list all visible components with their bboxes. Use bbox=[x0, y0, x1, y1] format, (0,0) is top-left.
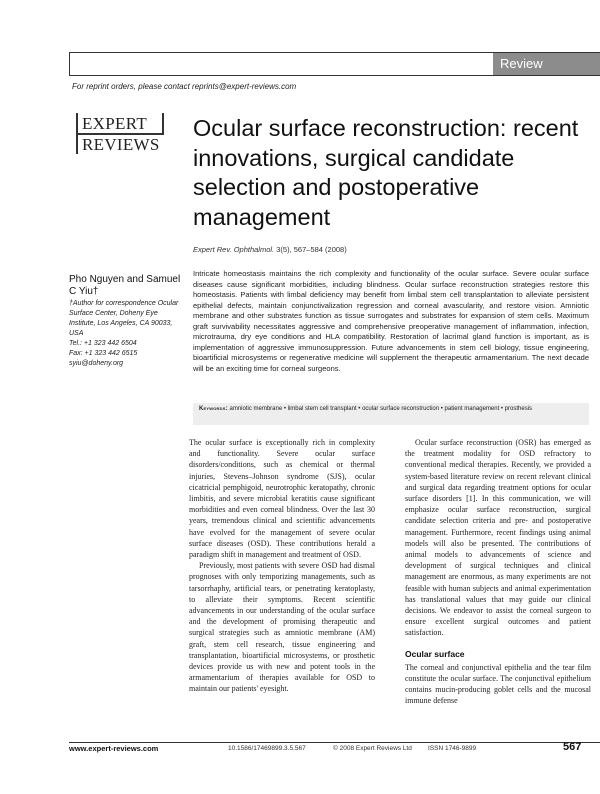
citation bbox=[193, 245, 347, 254]
author-names: Pho Nguyen and Samuel C Yiu† bbox=[69, 274, 181, 297]
page-number: 567 bbox=[563, 741, 582, 753]
body-paragraph: The corneal and conjunctival epithelia and the tear film constitute the ocular surface. The conjunctival epithelium contains mucin-producing goblet cells and the mucosal immune defense bbox=[405, 662, 591, 706]
body-column-2 bbox=[405, 437, 591, 707]
article-title: Ocular surface reconstruction: recent innovations, surgical candidate selection and postoperative management bbox=[193, 115, 579, 230]
citation-journal: Expert Rev. Ophthalmol. bbox=[193, 245, 275, 254]
keywords bbox=[199, 405, 587, 414]
body-paragraph: The ocular surface is exceptionally rich in complexity and functionality. Severe ocular surface disorders/conditions, such as chemical or thermal injuries, Stevens–Johnson syndrome (SJS), ocular cicatricial pemphigoid, neurotrophic keratopathy, chronic limbitis, and severe microbial keratitis cause significant morbidities and even corneal blindness. Over the last 30 years, tremendous clinical and scientific advancements have evolved for the management of severe ocular surface diseases (OSD). These contributions herald a paradigm shift in management and treatment of OSD. bbox=[189, 438, 375, 560]
section-tag: Review bbox=[493, 53, 600, 75]
footer-copyright: © 2008 Expert Reviews Ltd bbox=[333, 745, 412, 752]
keywords-text: amniotic membrane • limbal stem cell transplant • ocular surface reconstruction • patient management • prosthesis bbox=[229, 406, 533, 412]
abstract: Intricate homeostasis maintains the rich complexity and functionality of the ocular surface. Severe ocular surface diseases cause significant morbidities, including blindness. Ocular surface reconstruction strategies restore this homeostasis. Patients with limbal deficiency may benefit from limbal stem cell transplantation to alleviate persistent epithelial defects, maintain conjunctivalization regression and corneal avascularity, and restore vision. Amniotic membrane and other substrates function as tissue surrogates and substrates for expansion of stem cells. Maximum graft survivability necessitates aggressive and comprehensive preoperative management of inflammation, infection, microtrauma, dry eye conditions and HLA compatibility. Restoration of lacrimal gland function is important, as is implementation of aggressive immunosuppression. Future advancements in stem cell biology, tissue engineering, bioartificial microsystems or regenerative medicine will supplement the therapeutic armamentarium. The next decade will be an exciting time for corneal surgeons. bbox=[193, 269, 589, 373]
logo-bar-right bbox=[162, 113, 164, 133]
citation-volume: 3(5), bbox=[276, 245, 292, 254]
author-tel: Tel.: +1 323 442 6504 bbox=[69, 340, 137, 347]
body-paragraph: Previously, most patients with severe OSD had dismal prognoses with only temporizing managements, such as tarsorrhaphy, artificial tears, or penetrating keratoplasty, to alleviate their symptoms. Recent scientific advancements in our understanding of the ocular surface and the development of promising therapeutic and surgical strategies such as amniotic membrane (AM) graft, stem cell research, tissue engineering and transplantation, bioartificial microsystems, or prosthetic devices provide us with new and potent tools in the armamentarium of therapies available for OSD to maintain our patients' eyesight. bbox=[189, 561, 375, 694]
body-column-1 bbox=[189, 437, 375, 695]
footer-issn: ISSN 1746-9899 bbox=[428, 745, 477, 752]
citation-pages: 567–584 (2008) bbox=[293, 245, 347, 254]
author-email[interactable]: syiu@doheny.org bbox=[69, 360, 124, 367]
author-block bbox=[69, 274, 184, 369]
footer-doi: 10.1586/17469899.3.5.567 bbox=[228, 745, 306, 752]
body-paragraph: Ocular surface reconstruction (OSR) has emerged as the treatment modality for OSD refractory to conventional medical therapies. Recently, we provided a system-based literature review on recent relevant clinical and surgical data regarding treatment options for ocular surface disorders [1]. In this communication, we will emphasize ocular surface reconstruction, surgical candidate selection criteria and pre- and postoperative management. Furthermore, recent findings using animal models will also be presented. The contributions of animal models to advancements of science and development of surgical techniques and clinical management are enormous, as many experiments are not feasible with human subjects and animal experimentation has translational values that may guide our clinical decisions. We endeavor to assist the corneal surgeon to ensure excellent surgical outcomes and patient satisfaction. bbox=[405, 438, 591, 638]
logo-word-2: REVIEWS bbox=[82, 135, 160, 154]
footer-url[interactable]: www.expert-reviews.com bbox=[69, 744, 159, 753]
author-fax: Fax: +1 323 442 6515 bbox=[69, 350, 138, 357]
author-affiliation: †Author for correspondence Ocular Surface Center, Doheny Eye Institute, Los Angeles, CA 90033, USA bbox=[69, 300, 179, 337]
footer-rule bbox=[69, 742, 600, 743]
reprint-notice: For reprint orders, please contact reprints@expert-reviews.com bbox=[72, 82, 297, 91]
logo-word-1: EXPERT bbox=[82, 114, 148, 133]
section-heading: Ocular surface bbox=[405, 648, 465, 659]
keywords-label: Keywords: bbox=[199, 406, 228, 412]
